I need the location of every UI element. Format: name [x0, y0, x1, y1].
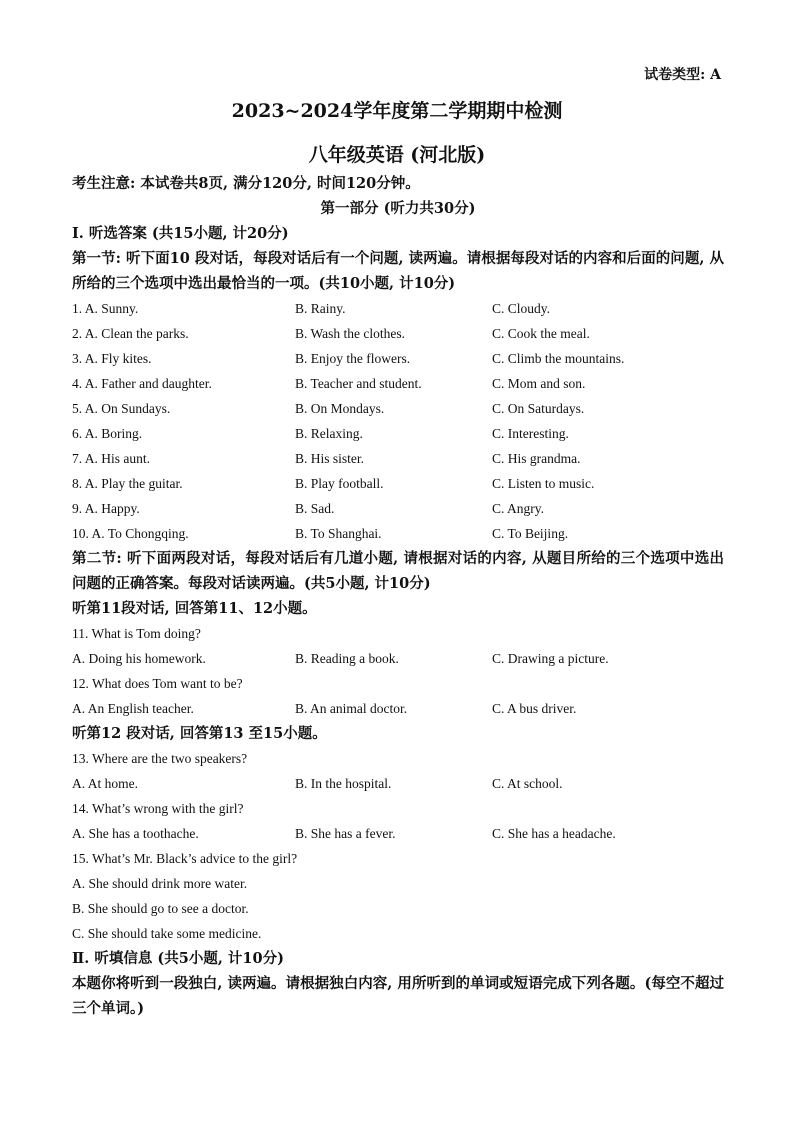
option-b: B. Wash the clothes. — [295, 326, 406, 341]
question-row — [72, 321, 724, 346]
question-row — [72, 521, 724, 546]
question-stem: 15. What’s Mr. Black’s advice to the girl? — [72, 851, 298, 866]
option-c: C. Cook the meal. — [492, 326, 590, 341]
option-b: B. Relaxing. — [295, 426, 363, 441]
section2-instruction: 本题你将听到一段独白, 读两遍。请根据独白内容, 用所听到的单词或短语完成下列各题。(每空不超过三个单词。) — [72, 975, 724, 1017]
section1-heading: I. 听选答案 (共15小题, 计20分) — [72, 225, 289, 242]
option-c: C. His grandma. — [492, 451, 581, 466]
section1-part1-instruction: 第一节: 听下面10 段对话，每段对话后有一个问题, 读两遍。请根据每段对话的内容和后面的问题, 从所给的三个选项中选出最恰当的一项。(共10小题, 计10分) — [72, 250, 724, 292]
option-b: B. Teacher and student. — [295, 376, 422, 391]
dialogue11-heading: 听第11段对话, 回答第11、12小题。 — [72, 600, 317, 617]
option-b: B. In the hospital. — [295, 776, 392, 791]
option-a: A. She should drink more water. — [72, 876, 248, 891]
question-stem: 12. What does Tom want to be? — [72, 676, 243, 691]
option-a: 10. A. To Chongqing. — [72, 526, 189, 541]
exam-content — [72, 171, 724, 1021]
option-b: B. His sister. — [295, 451, 365, 466]
paper-type-label: 试卷类型: A — [644, 67, 721, 83]
question-stem: 13. Where are the two speakers? — [72, 751, 248, 766]
option-a: A. An English teacher. — [72, 701, 194, 716]
question-row — [72, 821, 724, 846]
option-b: B. She has a fever. — [295, 826, 396, 841]
option-a: 3. A. Fly kites. — [72, 351, 152, 366]
option-a: 8. A. Play the guitar. — [72, 476, 183, 491]
option-b: B. Play football. — [295, 476, 384, 491]
question-stem: 11. What is Tom doing? — [72, 626, 201, 641]
candidate-notice: 考生注意: 本试卷共8页, 满分120分, 时间120分钟。 — [72, 175, 420, 192]
option-a: A. Doing his homework. — [72, 651, 206, 666]
section2-heading: Ⅱ. 听填信息 (共5小题, 计10分) — [72, 950, 284, 967]
option-c: C. Cloudy. — [492, 301, 551, 316]
question-row — [72, 496, 724, 521]
option-b: B. Rainy. — [295, 301, 346, 316]
option-a: 5. A. On Sundays. — [72, 401, 171, 416]
question-row — [72, 646, 724, 671]
option-a: 4. A. Father and daughter. — [72, 376, 212, 391]
question-row — [72, 396, 724, 421]
option-b: B. To Shanghai. — [295, 526, 382, 541]
section1-part2-instruction: 第二节: 听下面两段对话，每段对话后有几道小题, 请根据对话的内容, 从题目所给的三个选项中选出问题的正确答案。每段对话读两遍。(共5小题, 计10分) — [72, 550, 724, 592]
option-c: C. Interesting. — [492, 426, 569, 441]
question-row — [72, 471, 724, 496]
option-c: C. Drawing a picture. — [492, 651, 609, 666]
option-b: B. Enjoy the flowers. — [295, 351, 411, 366]
option-c: C. A bus driver. — [492, 701, 577, 716]
option-c: C. Climb the mountains. — [492, 351, 625, 366]
question-row — [72, 696, 724, 721]
option-a: 1. A. Sunny. — [72, 301, 139, 316]
option-a: 7. A. His aunt. — [72, 451, 151, 466]
option-c: C. She should take some medicine. — [72, 926, 262, 941]
option-a: A. She has a toothache. — [72, 826, 199, 841]
question-row — [72, 371, 724, 396]
question-row — [72, 771, 724, 796]
option-c: C. At school. — [492, 776, 563, 791]
exam-title: 2023~2024学年度第二学期期中检测 — [231, 100, 563, 122]
option-b: B. She should go to see a doctor. — [72, 901, 249, 916]
questions-1-10 — [72, 296, 724, 546]
question-row — [72, 296, 724, 321]
question-stem: 14. What’s wrong with the girl? — [72, 801, 244, 816]
dialogue12-heading: 听第12 段对话, 回答第13 至15小题。 — [72, 725, 327, 742]
option-a: 9. A. Happy. — [72, 501, 140, 516]
exam-subtitle: 八年级英语 (河北版) — [308, 144, 486, 166]
part1-heading: 第一部分 (听力共30分) — [320, 200, 476, 217]
option-a: 6. A. Boring. — [72, 426, 143, 441]
option-c: C. Listen to music. — [492, 476, 595, 491]
question-row — [72, 446, 724, 471]
option-b: B. Reading a book. — [295, 651, 399, 666]
option-c: C. She has a headache. — [492, 826, 616, 841]
option-c: C. Mom and son. — [492, 376, 586, 391]
option-c: C. On Saturdays. — [492, 401, 585, 416]
option-a: A. At home. — [72, 776, 138, 791]
question-row — [72, 346, 724, 371]
option-c: C. To Beijing. — [492, 526, 569, 541]
option-b: B. On Mondays. — [295, 401, 385, 416]
option-c: C. Angry. — [492, 501, 545, 516]
question-row — [72, 421, 724, 446]
option-b: B. Sad. — [295, 501, 335, 516]
option-a: 2. A. Clean the parks. — [72, 326, 189, 341]
option-b: B. An animal doctor. — [295, 701, 408, 716]
